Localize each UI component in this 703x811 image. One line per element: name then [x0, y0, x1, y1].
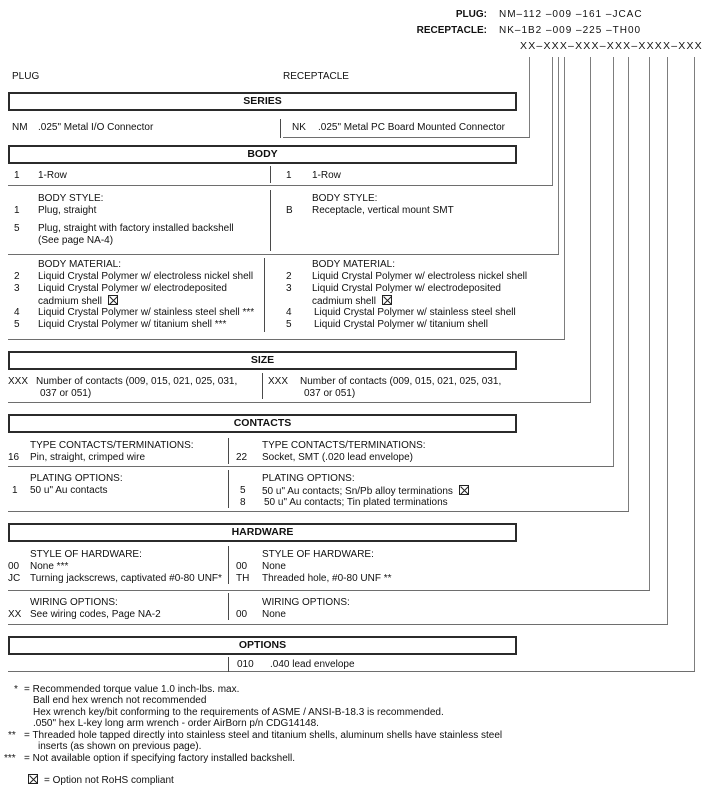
options-code: 010 [237, 659, 254, 670]
body-material-code: 4 [14, 307, 20, 318]
series-receptacle-desc: .025" Metal PC Board Mounted Connector [318, 122, 505, 133]
hardware-style-desc: Turning jackscrews, captivated #0-80 UNF* [30, 573, 222, 584]
body-material-code: 2 [286, 271, 292, 282]
rule-contact-type [8, 466, 614, 467]
body-material-code: 2 [14, 271, 20, 282]
body-row-plug-desc: 1-Row [38, 170, 67, 181]
plating-code: 1 [12, 485, 18, 496]
size-receptacle-desc-cont: 037 or 051) [304, 388, 356, 399]
wiring-desc: None [262, 609, 286, 620]
plating-desc [262, 485, 469, 497]
footnote-text: Hex wrench key/bit conforming to the requirements of ASME / ANSI-B-18.3 is recommended. [33, 707, 444, 718]
column-divider [228, 470, 229, 508]
contact-type-heading-plug: TYPE CONTACTS/TERMINATIONS: [30, 440, 194, 451]
hardware-style-desc: Threaded hole, #0-80 UNF ** [262, 573, 392, 584]
body-material-code: 3 [14, 283, 20, 294]
plug-part-number-label [375, 9, 487, 20]
plug-part-number-label-text: PLUG: [455, 9, 487, 20]
part-number-pattern: XX–XXX–XXX–XXX–XXXX–XXX [520, 40, 703, 52]
leader-line-options [694, 57, 695, 672]
size-plug-desc-cont: 037 or 051) [40, 388, 92, 399]
leader-line-hardware-style [649, 57, 650, 591]
body-material-desc: Liquid Crystal Polymer w/ titanium shell [314, 319, 488, 330]
contact-type-code: 16 [8, 452, 20, 463]
body-style-code: B [286, 205, 293, 216]
plating-desc: 50 u" Au contacts [30, 485, 108, 496]
receptacle-part-number-label [375, 25, 487, 36]
rohs-footnote [28, 774, 174, 786]
rule-body-material [8, 339, 565, 340]
footnote-text: = Recommended torque value 1.0 inch-lbs. max. [24, 684, 240, 695]
column-divider [280, 119, 281, 138]
rohs-footnote-text: = Option not RoHS compliant [44, 775, 174, 786]
rule-wiring-options [8, 624, 668, 625]
hardware-style-heading-receptacle: STYLE OF HARDWARE: [262, 549, 374, 560]
rule-body-row [8, 185, 553, 186]
body-style-code: 1 [14, 205, 20, 216]
body-material-desc-cont [312, 295, 392, 307]
leader-line-body-row [552, 57, 553, 186]
section-header-series: SERIES [8, 92, 517, 111]
column-divider [228, 657, 229, 672]
body-material-desc: Liquid Crystal Polymer w/ stainless steel shell [314, 307, 516, 318]
body-material-heading-plug: BODY MATERIAL: [38, 259, 121, 270]
series-receptacle-code: NK [292, 122, 306, 133]
body-material-desc: Liquid Crystal Polymer w/ electrodeposited [312, 283, 501, 294]
section-header-body: BODY [8, 145, 517, 164]
leader-line-body-style [558, 57, 559, 255]
size-plug-code: XXX [8, 376, 29, 387]
size-receptacle-code: XXX [268, 376, 289, 387]
plating-code: 5 [240, 485, 246, 496]
leader-line-series [529, 57, 530, 138]
contact-type-code: 22 [236, 452, 248, 463]
rohs-not-compliant-icon [459, 485, 469, 495]
plating-desc-text: 50 u" Au contacts; Sn/Pb alloy terminations [262, 486, 453, 497]
column-divider [270, 190, 271, 251]
section-header-hardware: HARDWARE [8, 523, 517, 542]
rule-contact-plating [8, 511, 629, 512]
hardware-style-desc: None [262, 561, 286, 572]
plug-part-number-value: NM–112 –009 –161 –JCAC [499, 9, 643, 20]
hardware-style-code: 00 [8, 561, 20, 572]
plating-heading-plug: PLATING OPTIONS: [30, 473, 123, 484]
footnote-text: .050" hex L-key long arm wrench - order AirBorn p/n CDG14148. [33, 718, 319, 729]
column-divider [264, 258, 265, 332]
footnote-marker: ** [8, 730, 16, 741]
rohs-not-compliant-icon [108, 295, 118, 305]
body-material-desc: Liquid Crystal Polymer w/ titanium shell *** [38, 319, 227, 330]
footnote-text: Ball end hex wrench not recommended [33, 695, 207, 706]
section-header-size: SIZE [8, 351, 517, 370]
leader-line-wiring-options [667, 57, 668, 625]
series-plug-code: NM [12, 122, 28, 133]
size-receptacle-desc: Number of contacts (009, 015, 021, 025, 031, [300, 376, 502, 387]
body-row-receptacle-code: 1 [286, 170, 292, 181]
rohs-not-compliant-icon [382, 295, 392, 305]
leader-line-contact-plating [628, 57, 629, 512]
body-material-code: 4 [286, 307, 292, 318]
hardware-style-code: TH [236, 573, 250, 584]
rohs-not-compliant-icon [28, 774, 38, 784]
body-style-desc: Receptacle, vertical mount SMT [312, 205, 454, 216]
leader-line-body-material [564, 57, 565, 340]
wiring-heading-plug: WIRING OPTIONS: [30, 597, 118, 608]
receptacle-column-label: RECEPTACLE [283, 71, 349, 82]
column-divider [228, 593, 229, 620]
hardware-style-heading-plug: STYLE OF HARDWARE: [30, 549, 142, 560]
size-plug-desc: Number of contacts (009, 015, 021, 025, 031, [36, 376, 238, 387]
rule-hardware-style [8, 590, 650, 591]
rule-body-style [8, 254, 559, 255]
footnote-text: = Threaded hole tapped directly into stainless steel and titanium shells, aluminum shells have stainless steel [24, 730, 503, 741]
options-desc: .040 lead envelope [270, 659, 355, 670]
footnote-text: inserts (as shown on previous page). [38, 741, 202, 752]
body-style-code: 5 [14, 223, 20, 234]
hardware-style-code: 00 [236, 561, 248, 572]
plating-desc: 50 u" Au contacts; Tin plated terminations [264, 497, 448, 508]
column-divider [262, 373, 263, 399]
column-divider [228, 546, 229, 584]
body-material-desc: Liquid Crystal Polymer w/ electroless nickel shell [312, 271, 528, 282]
leader-line-size [590, 57, 591, 403]
plug-column-label: PLUG [12, 71, 40, 82]
wiring-desc: See wiring codes, Page NA-2 [30, 609, 161, 620]
receptacle-part-number-label-text: RECEPTACLE: [416, 25, 487, 36]
body-material-desc-cont [38, 295, 118, 307]
footnote-marker: *** [4, 753, 16, 764]
body-material-desc: Liquid Crystal Polymer w/ stainless steel shell *** [38, 307, 255, 318]
wiring-heading-receptacle: WIRING OPTIONS: [262, 597, 350, 608]
column-divider [270, 166, 271, 183]
receptacle-part-number-value: NK–1B2 –009 –225 –TH00 [499, 25, 642, 36]
series-plug-desc: .025" Metal I/O Connector [38, 122, 154, 133]
body-material-code: 5 [14, 319, 20, 330]
body-material-desc-cont-text: cadmium shell [312, 296, 376, 307]
body-style-desc-cont: (See page NA-4) [38, 235, 114, 246]
column-divider [228, 438, 229, 464]
body-style-desc: Plug, straight with factory installed backshell [38, 223, 234, 234]
contact-type-desc: Socket, SMT (.020 lead envelope) [262, 452, 414, 463]
body-material-code: 5 [286, 319, 292, 330]
body-style-desc: Plug, straight [38, 205, 97, 216]
body-row-plug-code: 1 [14, 170, 20, 181]
section-header-contacts: CONTACTS [8, 414, 517, 433]
hardware-style-desc: None *** [30, 561, 69, 572]
leader-line-contact-type [613, 57, 614, 467]
body-row-receptacle-desc: 1-Row [312, 170, 341, 181]
plating-heading-receptacle: PLATING OPTIONS: [262, 473, 355, 484]
body-style-heading-receptacle: BODY STYLE: [312, 193, 378, 204]
body-style-heading-plug: BODY STYLE: [38, 193, 104, 204]
footnote-marker: * [14, 684, 18, 695]
body-material-desc: Liquid Crystal Polymer w/ electrodeposited [38, 283, 227, 294]
plating-code: 8 [240, 497, 246, 508]
contact-type-heading-receptacle: TYPE CONTACTS/TERMINATIONS: [262, 440, 426, 451]
contact-type-desc: Pin, straight, crimped wire [30, 452, 146, 463]
footnote-text: = Not available option if specifying factory installed backshell. [24, 753, 295, 764]
body-material-heading-receptacle: BODY MATERIAL: [312, 259, 395, 270]
body-material-code: 3 [286, 283, 292, 294]
rule-size [8, 402, 591, 403]
rule-series [283, 137, 530, 138]
body-material-desc: Liquid Crystal Polymer w/ electroless nickel shell [38, 271, 254, 282]
rule-options [8, 671, 695, 672]
hardware-style-code: JC [8, 573, 21, 584]
section-header-options: OPTIONS [8, 636, 517, 655]
wiring-code: 00 [236, 609, 248, 620]
body-material-desc-cont-text: cadmium shell [38, 296, 102, 307]
wiring-code: XX [8, 609, 22, 620]
